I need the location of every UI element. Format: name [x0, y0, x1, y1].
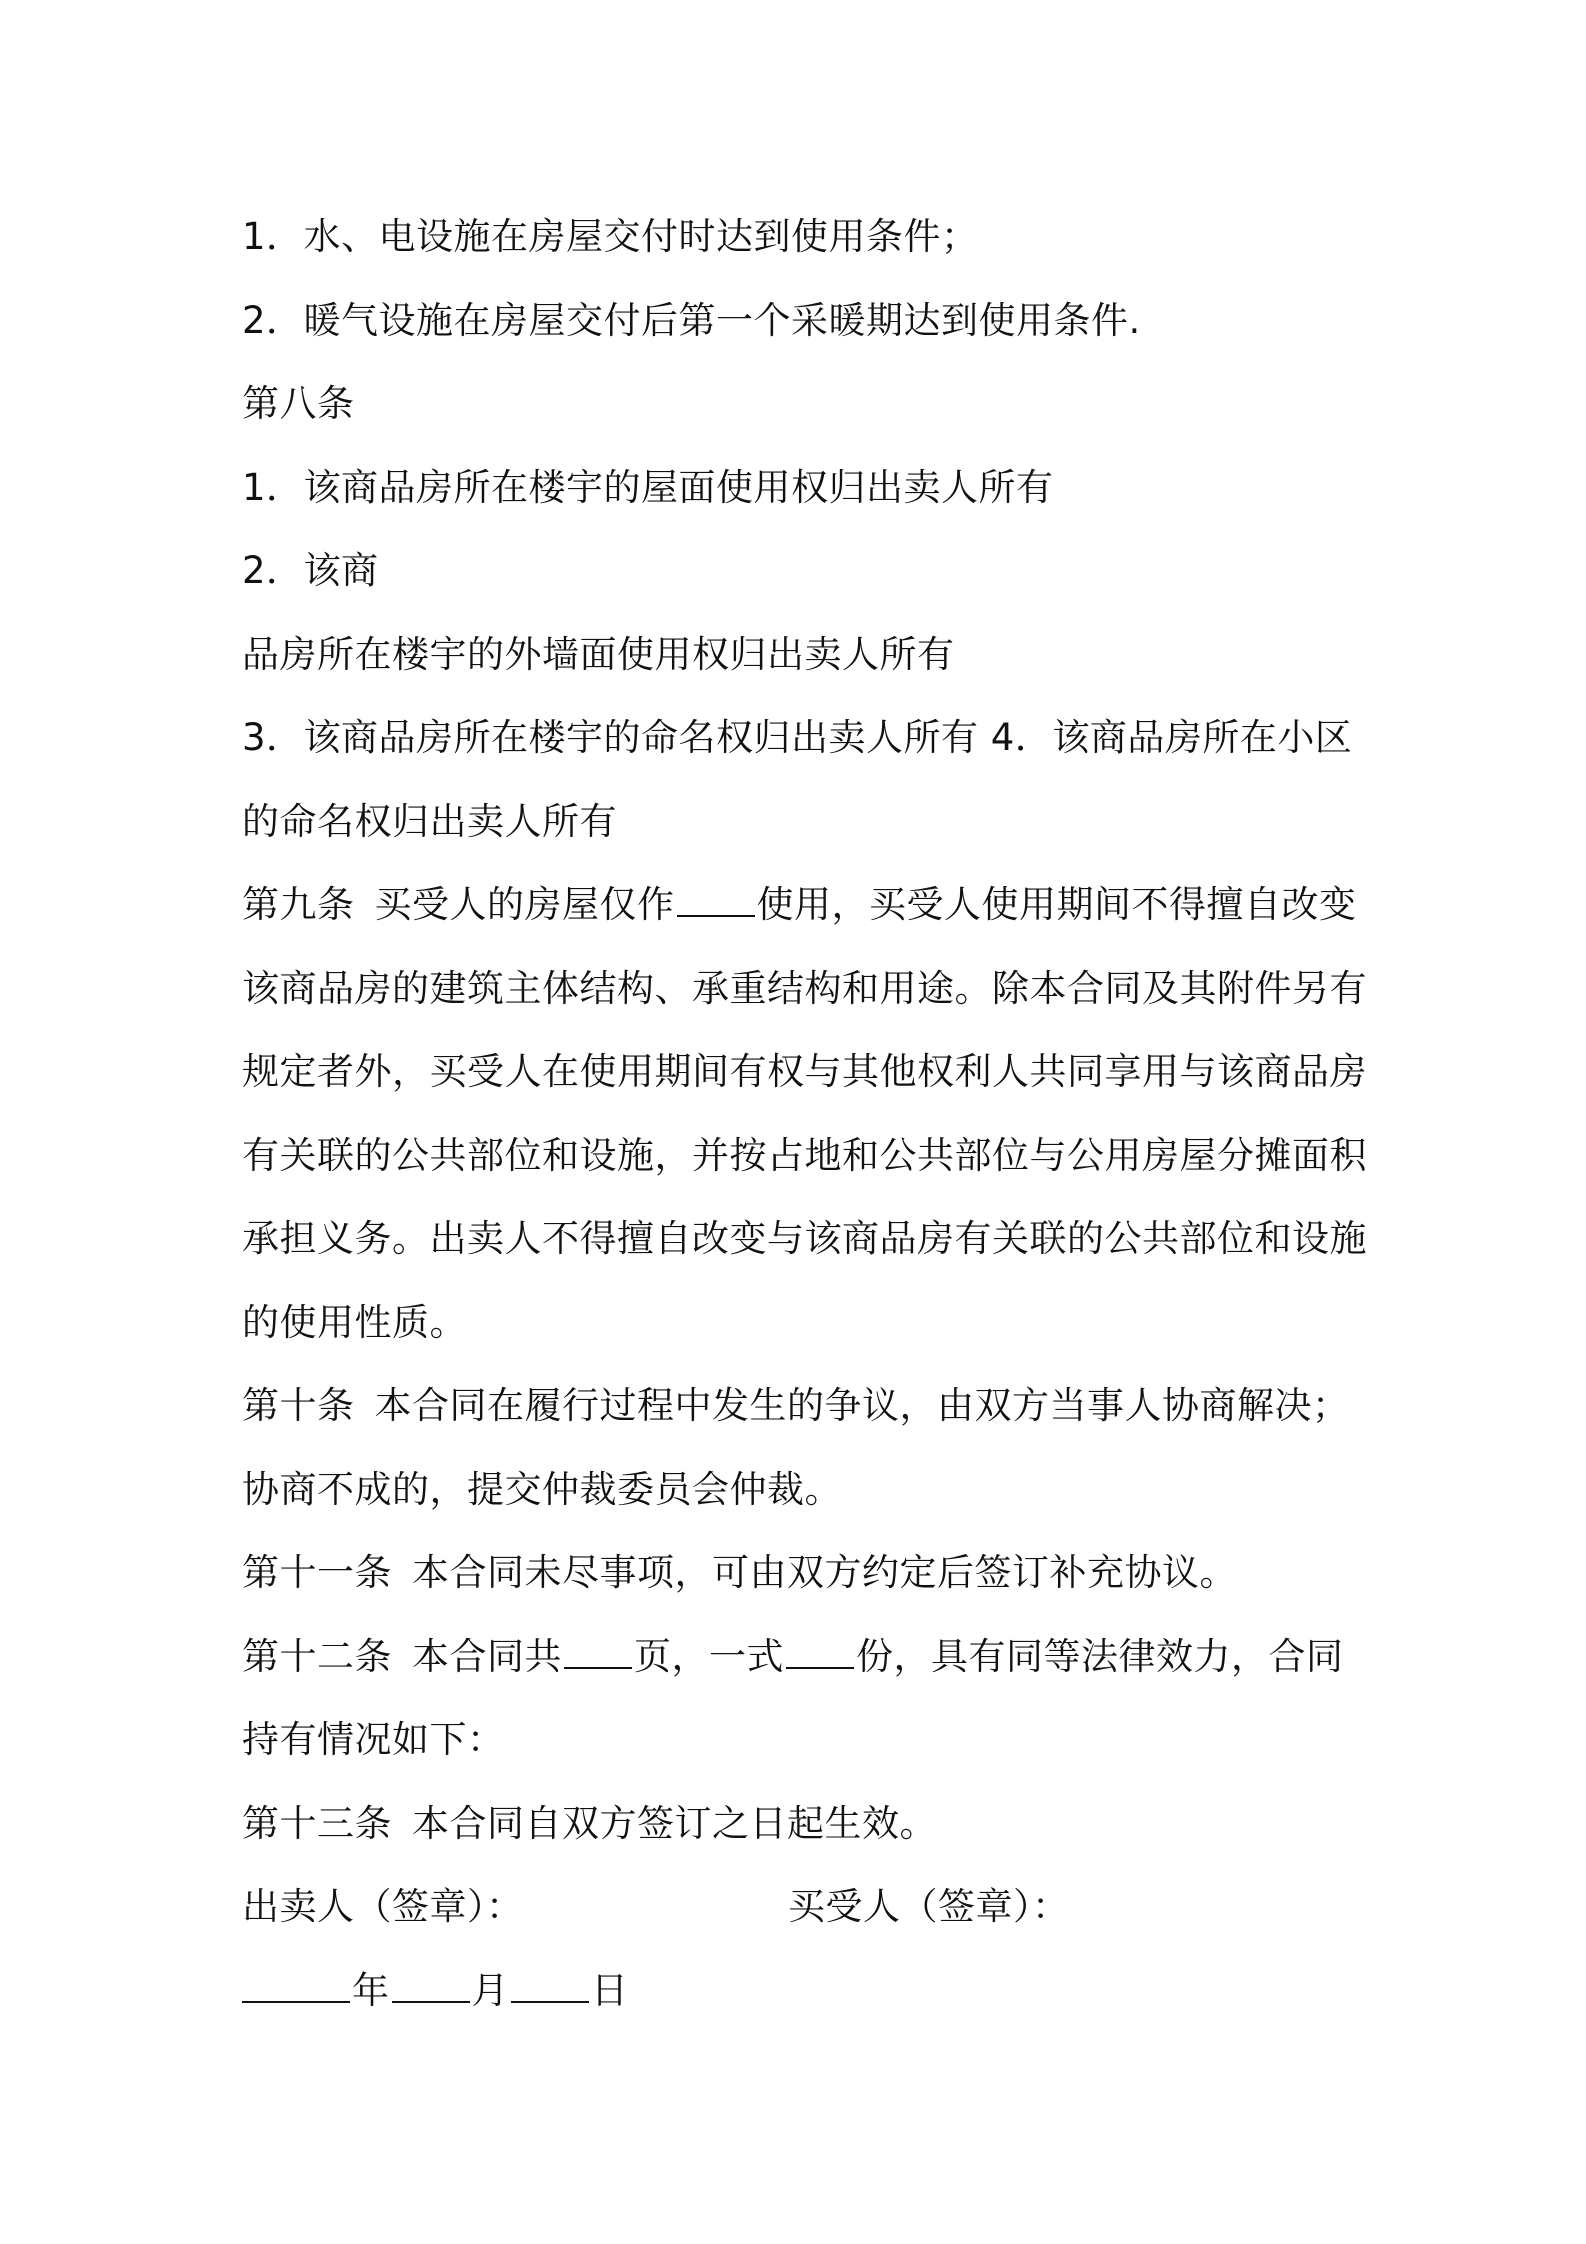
clause-11 [242, 1531, 1362, 1615]
text: 的命名权归出卖人所有 [242, 799, 617, 843]
clause-11-heading: 第十一条 [242, 1551, 392, 1594]
signature-row [242, 1865, 1362, 1949]
text: 品房所在楼宇的外墙面使用权归出卖人所有 [242, 632, 955, 676]
contract-body [242, 195, 1367, 2032]
clause-10-line-2 [242, 1448, 1362, 1532]
text: 协商不成的，提交仲裁委员会仲裁。 [242, 1467, 842, 1511]
clause-9-line-1 [242, 863, 1362, 947]
pages-blank[interactable] [564, 1637, 632, 1669]
text: 的使用性质。 [242, 1300, 467, 1344]
clause-9-line-3 [242, 1030, 1367, 1114]
clause-9-heading: 第九条 [242, 883, 355, 926]
clause-8-item-3-4 [242, 696, 1362, 780]
clause-8-item-2-cont [242, 613, 1362, 697]
text: 持有情况如下： [242, 1718, 505, 1761]
clause-8-item-2-start [242, 529, 1362, 613]
clause-13-heading: 第十三条 [242, 1801, 392, 1845]
clause-9-line-2 [242, 947, 1367, 1031]
clause-7-item-1 [242, 195, 1362, 279]
clause-10-line-1 [242, 1364, 1362, 1448]
text: 该商品房的建筑主体结构、承重结构和用途。除本合同及其附件另有 [242, 966, 1367, 1010]
text: 3．该商品房所在楼宇的命名权归出卖人所有 4．该商品房所在小区 [242, 716, 1353, 759]
text: 规定者外，买受人在使用期间有权与其他权利人共同享用与该商品房 [242, 1050, 1367, 1093]
year-label: 年 [352, 1968, 390, 2012]
clause-13 [242, 1782, 1362, 1866]
text: 买受人的房屋仅作 [374, 883, 675, 926]
clause-10-heading: 第十条 [242, 1384, 355, 1427]
year-blank[interactable] [242, 1971, 350, 2003]
clause-9-line-6 [242, 1281, 1362, 1365]
copies-blank[interactable] [786, 1637, 854, 1669]
text: 有关联的公共部位和设施，并按占地和公共部位与公用房屋分摊面积 [242, 1133, 1367, 1177]
month-blank[interactable] [392, 1971, 470, 2003]
text: 本合同自双方签订之日起生效。 [412, 1801, 937, 1845]
text: 1．该商品房所在楼宇的屋面使用权归出卖人所有 [242, 465, 1054, 509]
clause-8-item-1 [242, 446, 1362, 530]
text: 2．该商 [242, 549, 379, 592]
text: 份，具有同等法律效力，合同 [856, 1634, 1344, 1678]
text: 2．暖气设施在房屋交付后第一个采暖期达到使用条件. [242, 298, 1141, 342]
clause-8-item-4-cont [242, 780, 1362, 864]
seller-signature-label: 出卖人（签章）： [242, 1885, 524, 1928]
day-label: 日 [591, 1968, 629, 2012]
text: 承担义务。出卖人不得擅自改变与该商品房有关联的公共部位和设施 [242, 1217, 1367, 1260]
clause-8-heading [242, 362, 1362, 446]
day-blank[interactable] [511, 1971, 589, 2003]
usage-blank[interactable] [677, 885, 755, 917]
clause-12-heading: 第十二条 [242, 1634, 392, 1678]
text: 本合同共 [412, 1634, 562, 1678]
text: 页，一式 [634, 1634, 784, 1678]
date-row [242, 1949, 1362, 2033]
buyer-signature-label: 买受人（签章）： [788, 1885, 1070, 1928]
clause-9-line-4 [242, 1114, 1367, 1198]
clause-9-line-5 [242, 1197, 1367, 1281]
clause-7-item-2 [242, 279, 1362, 363]
text: 1．水、电设施在房屋交付时达到使用条件； [242, 215, 979, 258]
clause-12-line-2 [242, 1698, 1362, 1782]
month-label: 月 [471, 1968, 509, 2012]
text: 本合同未尽事项，可由双方约定后签订补充协议。 [412, 1551, 1237, 1594]
text: 第八条 [242, 382, 355, 425]
clause-12-line-1 [242, 1615, 1362, 1699]
text: 使用，买受人使用期间不得擅自改变 [756, 883, 1357, 926]
text: 本合同在履行过程中发生的争议，由双方当事人协商解决； [374, 1384, 1350, 1427]
